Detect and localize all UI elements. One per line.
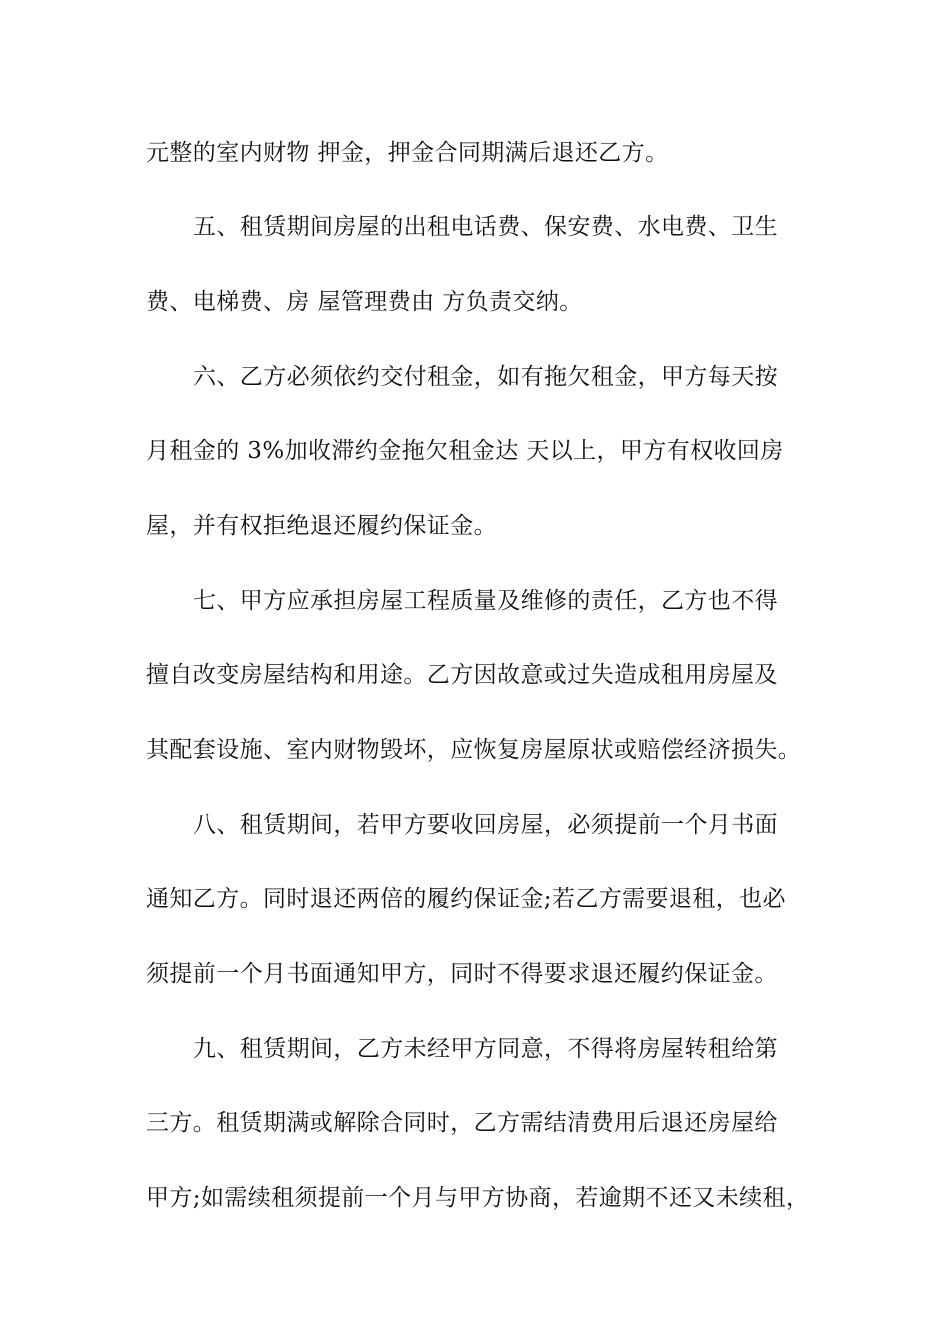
- clause-5-line-1: 五、租赁期间房屋的出租电话费、保安费、水电费、卫生: [193, 214, 778, 240]
- clause-7-line-1: 七、甲方应承担房屋工程质量及维修的责任，乙方也不得: [193, 588, 778, 614]
- clause-9-line-3: 甲方;如需续租须提前一个月与甲方协商，若逾期不还又未续租，: [146, 1185, 810, 1211]
- clause-6-line-2: 月租金的 3%加收滞约金拖欠租金达 天以上，甲方有权收回房: [146, 438, 784, 464]
- clause-9-line-1: 九、租赁期间，乙方未经甲方同意，不得将房屋转租给第: [193, 1036, 778, 1062]
- clause-9-line-2: 三方。租赁期满或解除合同时，乙方需结清费用后退还房屋给: [146, 1110, 778, 1136]
- clause-8-line-2: 通知乙方。同时退还两倍的履约保证金;若乙方需要退租，也必: [146, 886, 786, 912]
- clause-7-line-3: 其配套设施、室内财物毁坏，应恢复房屋原状或赔偿经济损失。: [146, 737, 802, 763]
- text-line-1: 元整的室内财物 押金，押金合同期满后退还乙方。: [146, 140, 669, 166]
- clause-7-line-2: 擅自改变房屋结构和用途。乙方因故意或过失造成租用房屋及: [146, 662, 778, 688]
- clause-6-line-1: 六、乙方必须依约交付租金，如有拖欠租金，甲方每天按: [193, 364, 778, 390]
- clause-6-line-3: 屋，并有权拒绝退还履约保证金。: [146, 513, 497, 539]
- clause-8-line-1: 八、租赁期间，若甲方要收回房屋，必须提前一个月书面: [193, 812, 778, 838]
- clause-8-line-3: 须提前一个月书面通知甲方，同时不得要求退还履约保证金。: [146, 961, 778, 987]
- clause-5-line-2: 费、电梯费、房 屋管理费由 方负责交纳。: [146, 289, 583, 315]
